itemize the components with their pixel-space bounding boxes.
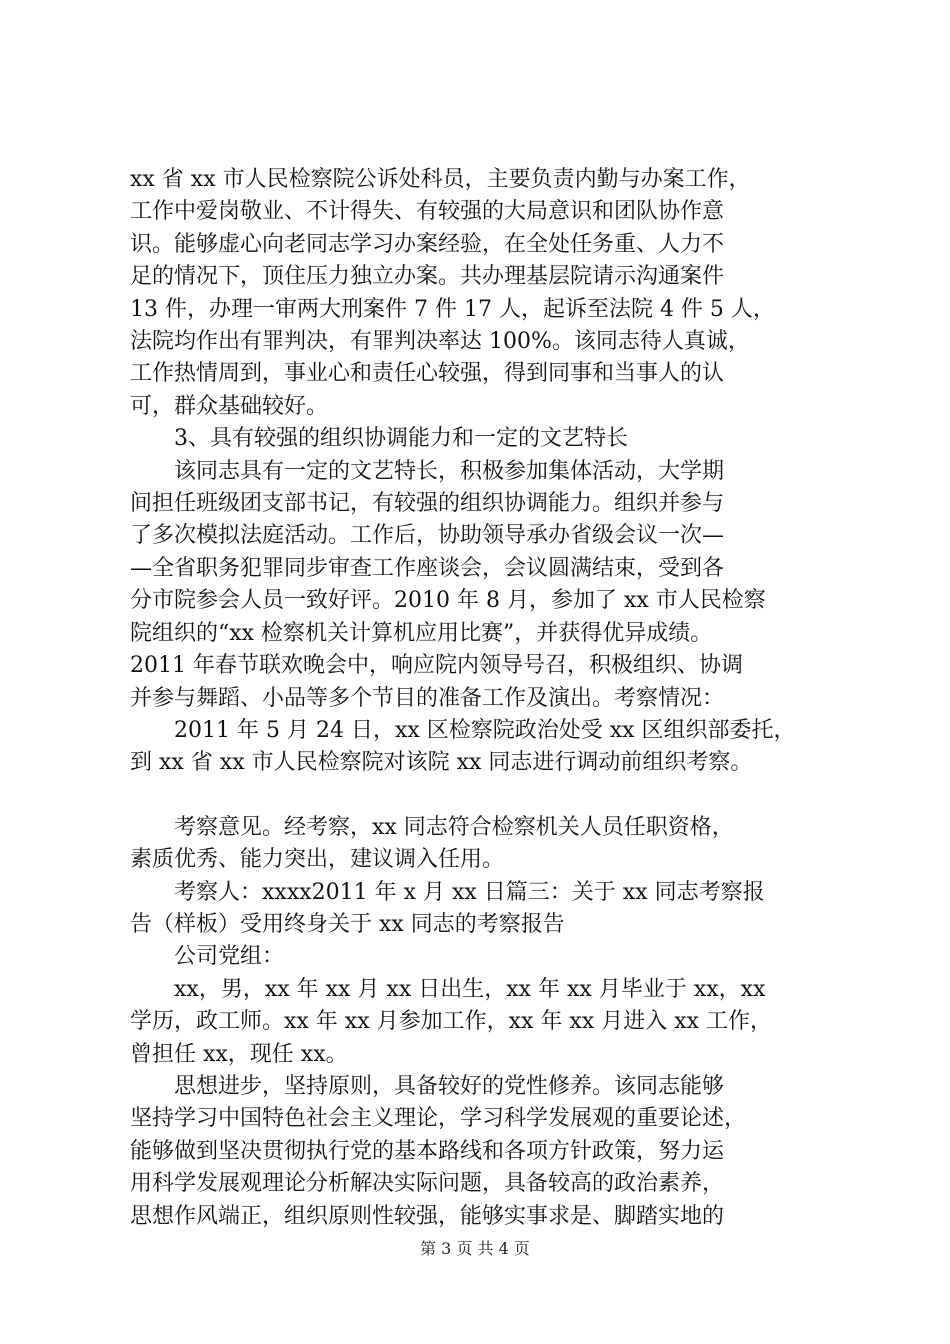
text-line: 坚持学习中国特色社会主义理论，学习科学发展观的重要论述， xyxy=(130,1106,747,1132)
text-line: 曾担任 xx，现任 xx。 xyxy=(130,1041,348,1067)
text-line: 分市院参会人员一致好评。2010 年 8 月，参加了 xx 市人民检察 xyxy=(130,588,766,614)
text-line: 告（样板）受用终身关于 xx 同志的考察报告 xyxy=(130,911,565,937)
text-line: 素质优秀、能力突出，建议调入任用。 xyxy=(130,847,505,873)
text-line: 2011 年 5 月 24 日，xx 区检察院政治处受 xx 区组织部委托， xyxy=(174,717,796,743)
text-line: 足的情况下，顶住压力独立办案。共办理基层院请示沟通案件 xyxy=(130,264,725,290)
text-line: 并参与舞蹈、小品等多个节目的准备工作及演出。考察情况： xyxy=(130,685,725,711)
text-line: 13 件，办理一审两大刑案件 7 件 17 人，起诉至法院 4 件 5 人， xyxy=(130,296,775,322)
text-line: 识。能够虚心向老同志学习办案经验，在全处任务重、人力不 xyxy=(130,231,725,257)
page-footer xyxy=(0,1236,950,1259)
text-line: 用科学发展观理论分析解决实际问题，具备较高的政治素养， xyxy=(130,1171,725,1197)
section-heading: 3、具有较强的组织协调能力和一定的文艺特长 xyxy=(174,426,628,452)
text-line: 院组织的“xx 检察机关计算机应用比赛”，并获得优异成绩。 xyxy=(130,620,713,646)
text-line: xx，男，xx 年 xx 月 xx 日出生，xx 年 xx 月毕业于 xx，xx xyxy=(174,976,766,1002)
text-line: 法院均作出有罪判决，有罪判决率达 100%。该同志待人真诚， xyxy=(130,329,750,355)
text-line: 考察人：xxxx2011 年 x 月 xx 日篇三：关于 xx 同志考察报 xyxy=(174,879,765,905)
text-line: 该同志具有一定的文艺特长，积极参加集体活动，大学期 xyxy=(174,458,725,484)
document-body xyxy=(130,164,830,1233)
text-line: 工作中爱岗敬业、不计得失、有较强的大局意识和团队协作意 xyxy=(130,199,725,225)
text-line: 学历，政工师。xx 年 xx 月参加工作，xx 年 xx 月进入 xx 工作， xyxy=(130,1009,773,1035)
text-line: 了多次模拟法庭活动。工作后，协助领导承办省级会议一次— xyxy=(130,523,725,549)
paragraph-gap xyxy=(130,780,830,812)
text-line: 考察意见。经考察，xx 同志符合检察机关人员任职资格， xyxy=(174,814,734,840)
text-line: xx 省 xx 市人民检察院公诉处科员，主要负责内勤与办案工作， xyxy=(130,167,751,192)
text-line: 到 xx 省 xx 市人民检察院对该院 xx 同志进行调动前组织考察。 xyxy=(130,750,753,776)
salutation-line: 公司党组： xyxy=(174,944,285,970)
text-line: 间担任班级团支部书记，有较强的组织协调能力。组织并参与 xyxy=(130,491,725,517)
text-line: 能够做到坚决贯彻执行党的基本路线和各项方针政策，努力运 xyxy=(130,1138,725,1164)
text-line: 工作热情周到，事业心和责任心较强，得到同事和当事人的认 xyxy=(130,361,725,387)
page-number: 第 3 页 共 4 页 xyxy=(420,1239,530,1258)
text-line: —全省职务犯罪同步审查工作座谈会，会议圆满结束，受到各 xyxy=(130,555,725,581)
text-line: 思想进步，坚持原则，具备较好的党性修养。该同志能够 xyxy=(174,1073,725,1099)
text-line: 可，群众基础较好。 xyxy=(130,393,329,419)
text-line: 2011 年春节联欢晚会中，响应院内领导号召，积极组织、协调 xyxy=(130,653,743,679)
text-line: 思想作风端正，组织原则性较强，能够实事求是、脚踏实地的 xyxy=(130,1203,725,1229)
